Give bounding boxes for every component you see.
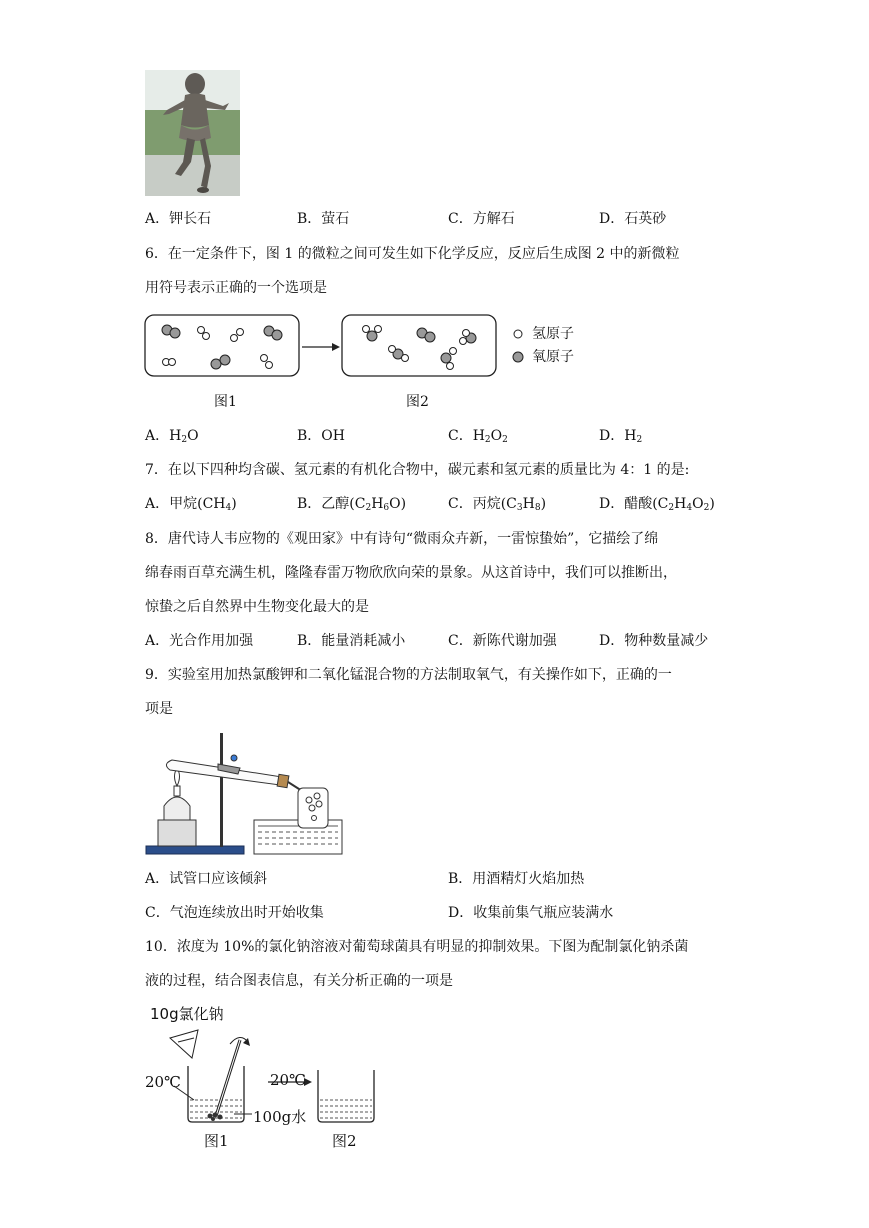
q8-option-d: D．物种数量减少 [599,633,709,649]
temp-arrow-label: 20℃ [270,1071,306,1089]
q6-option-c: C．$H_2O_2$ [448,428,508,445]
q9-stem-line2: 项是 [145,701,173,717]
q6-stem-line2: 用符号表示正确的一个选项是 [145,280,327,296]
legend-hydrogen-label: 氢原子 [532,326,574,342]
water-label: 100g水 [253,1108,307,1126]
q10-stem-line2: 液的过程，结合图表信息，有关分析正确的一项是 [145,973,453,989]
q8-option-a: A．光合作用加强 [145,633,254,649]
q7-option-b: B．乙醇$(C_2H_6O)$ [297,496,407,513]
q5-option-b: B．萤石 [297,211,350,227]
q6-stem-line1: 6．在一定条件下，图 1 的微粒之间可发生如下化学反应，反应后生成图 2 中的新微粒 [145,246,680,262]
q10-stem-line1: 10．浓度为 10%的氯化钠溶液对葡萄球菌具有明显的抑制效果。下图为配制氯化钠杀菌 [145,939,689,955]
q7-stem: 7．在以下四种均含碳、氢元素的有机化合物中，碳元素和氢元素的质量比为 4：1 的是: [145,462,690,478]
q7-option-c: C．丙烷$(C_3H_8)$ [448,496,547,513]
q8-stem-line2: 绵春雨百草充满生机，隆隆春雷万物欣欣向荣的景象。从这首诗中，我们可以推断出， [145,565,677,581]
q6-fig1-caption: 图1 [214,394,237,410]
q6-molecule-diagram [144,312,594,382]
q9-option-c: C．气泡连续放出时开始收集 [145,905,324,921]
q6-option-d: D．$H_2$ [599,428,643,445]
q8-stem-line1: 8．唐代诗人韦应物的《观田家》中有诗句“微雨众卉新，一雷惊蛰始”，它描绘了绵 [145,531,659,547]
q10-fig1-caption: 图1 [204,1132,229,1150]
q6-option-a: A．$H_2O$ [145,428,199,445]
q9-option-b: B．用酒精灯火焰加热 [448,871,585,887]
temp-left-label: 20℃ [145,1073,181,1091]
q8-option-c: C．新陈代谢加强 [448,633,557,649]
q7-option-d: D．醋酸$(C_2H_4O_2)$ [599,496,715,513]
salt-label: 10g氯化钠 [150,1005,224,1023]
oxygen-apparatus-diagram [144,730,344,858]
q10-fig2-caption: 图2 [332,1132,357,1150]
q5-option-c: C．方解石 [448,211,515,227]
q5-option-d: D．石英砂 [599,211,667,227]
q9-option-d: D．收集前集气瓶应装满水 [448,905,614,921]
q9-stem-line1: 9．实验室用加热氯酸钾和二氧化锰混合物的方法制取氧气，有关操作如下，正确的一 [145,667,672,683]
legend-oxygen-label: 氧原子 [532,349,574,365]
q9-option-a: A．试管口应该倾斜 [145,871,268,887]
q5-option-a: A．钾长石 [145,211,212,227]
statue-photo [145,70,240,196]
statue-figure [145,70,240,196]
q7-option-a: A．甲烷$(CH_4)$ [145,496,237,513]
q6-fig2-caption: 图2 [406,394,429,410]
q8-stem-line3: 惊蛰之后自然界中生物变化最大的是 [145,599,369,615]
q8-option-b: B．能量消耗减小 [297,633,406,649]
q6-option-b: B．OH [297,428,345,444]
